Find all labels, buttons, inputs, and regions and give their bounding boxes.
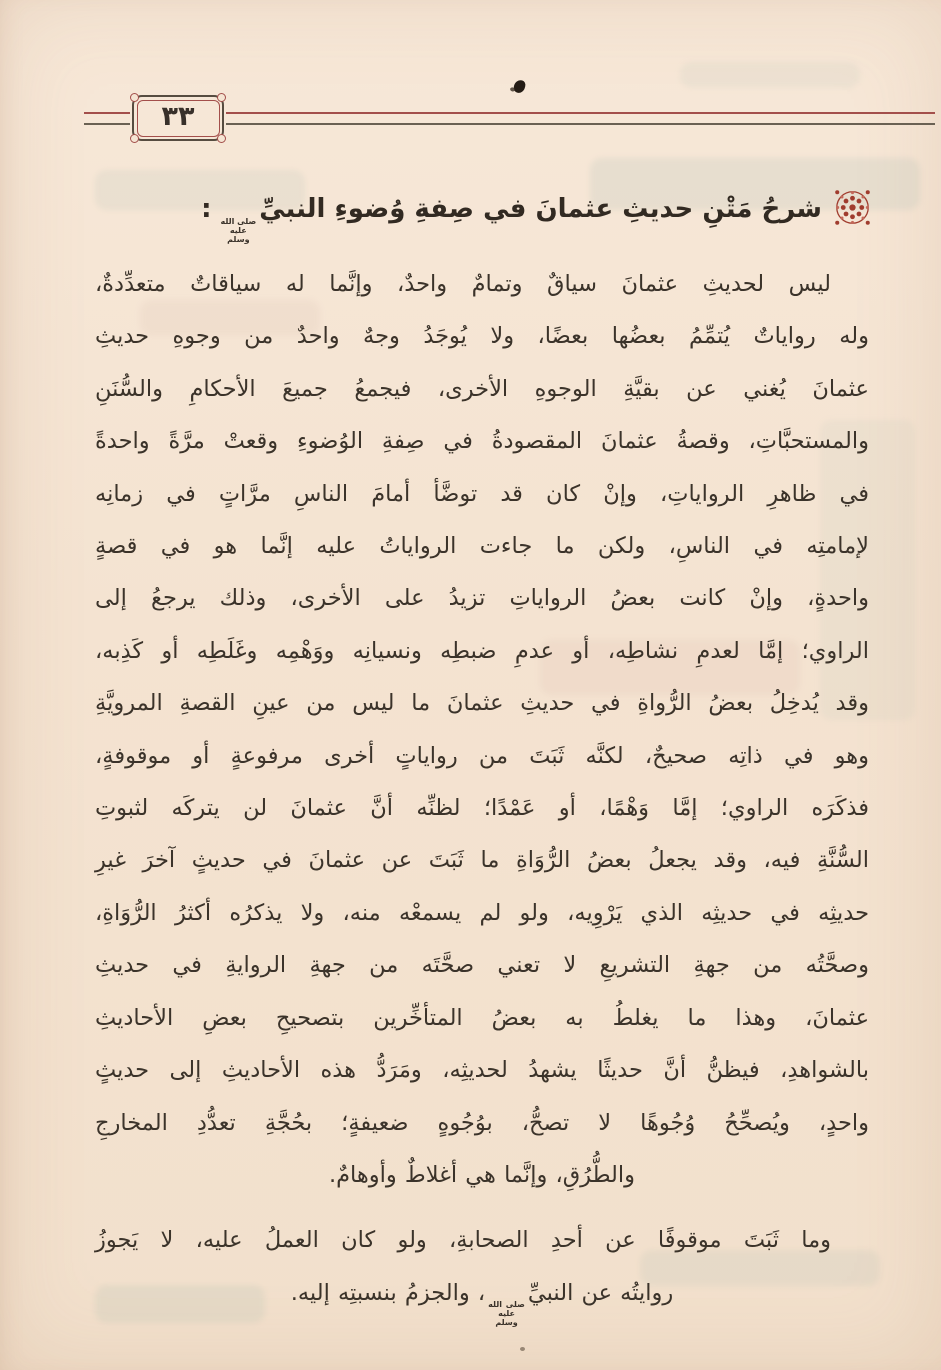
- body-line-segment: روايتُه عن النبيِّ: [527, 1279, 674, 1306]
- rosette-icon: [834, 189, 871, 226]
- header-rule-right: [226, 112, 935, 125]
- box-corner-ornament: [217, 134, 226, 143]
- body-line: عثمانَ، وهذا ما يغلطُ به بعضُ المتأخِّرين بتصحيحِ بعضِ الأحاديثِ: [95, 1004, 869, 1031]
- body-line: حديثِه في حديثِه الذي يَرْوِيه، ولو لم يسمعْه منه، ولا يذكرُه أكثرُ الرُّوَاةِ،: [95, 899, 869, 926]
- body-line: وما ثَبَتَ موقوفًا عن أحدِ الصحابةِ، ولو كان العملُ عليه، لا يَجوزُ: [95, 1227, 831, 1254]
- honorific-saw-icon: [488, 1300, 525, 1327]
- body-line: واحدةٍ، وإنْ كانت بعضُ الرواياتِ تزيدُ على الأخرى، وذلك يرجعُ إلى: [95, 585, 869, 612]
- ink-spot: [513, 79, 527, 94]
- body-text: [95, 258, 869, 1327]
- box-corner-ornament: [217, 93, 226, 102]
- honorific-line: وسلم: [495, 1317, 518, 1327]
- body-line: وله رواياتٌ يُتمِّمُ بعضُها بعضًا، ولا يُوجَدُ وجهٌ واحدٌ من وجوهِ حديثِ: [95, 323, 869, 350]
- closing-paragraph: [95, 1214, 869, 1326]
- body-line: [95, 1267, 869, 1327]
- body-line: واحدٍ، ويُصحِّحُ وُجُوهًا لا تصحُّ، بوُجُوهٍ ضعيفةٍ؛ بحُجَّةِ تعدُّدِ المخارجِ: [95, 1109, 869, 1136]
- honorific-line: عليه: [229, 226, 247, 235]
- box-corner-ornament: [130, 134, 139, 143]
- header-rule-left: [84, 112, 130, 125]
- body-line-segment: ، والجزمُ بنسبتِه إليه.: [290, 1279, 486, 1306]
- page-number-frame: [137, 100, 220, 137]
- heading-text: شرحُ مَتْنِ حديثِ عثمانَ في صِفةِ وُضوءِ النبيِّ: [259, 194, 822, 224]
- body-line: ليس لحديثِ عثمانَ سياقٌ وتمامٌ واحدٌ، وإنَّما له سياقاتٌ متعدِّدةٌ،: [95, 271, 831, 297]
- box-corner-ornament: [130, 93, 139, 102]
- body-line: وقد يُدخِلُ بعضُ الرُّواةِ في حديثِ عثمانَ ما ليس من عينِ القصةِ المرويَّةِ: [95, 690, 869, 717]
- bleed-through-ghost: [680, 62, 860, 88]
- honorific-line: صلى الله: [488, 1299, 525, 1309]
- honorific-saw-icon: [220, 217, 256, 244]
- page-number: ٣٣: [161, 101, 195, 132]
- honorific-line: عليه: [498, 1308, 515, 1318]
- body-line: وصحَّتُه من جهةِ التشريعِ لا تعني صحَّتَه من جهةِ الروايةِ في حديثِ: [95, 952, 869, 979]
- body-line: وهو في ذاتِه صحيحٌ، لكنَّه ثَبَتَ من رواياتٍ أخرى مرفوعةٍ أو موقوفةٍ،: [95, 742, 869, 769]
- body-line: الراوي؛ إمَّا لعدمِ نشاطِه، أو عدمِ ضبطِه ونسيانِه ووَهْمِه وغَلَطِه أو كَذِبه،: [95, 637, 869, 664]
- page-header: [84, 94, 935, 142]
- body-line: بالشواهدِ، فيظنُّ أنَّ حديثًا يشهدُ لحديثِه، ومَرَدُّ هذه الأحاديثِ إلى حديثٍ: [95, 1057, 869, 1084]
- honorific-line: صلى الله: [220, 217, 257, 226]
- body-line: والطُّرُقِ، وإنَّما هي أغلاطٌ وأوهامٌ.: [328, 1161, 636, 1188]
- page-number-box: [132, 95, 224, 141]
- body-line: عثمانَ يُغني عن بقيَّةِ الوجوهِ الأخرى، فيجمعُ جميعَ الأحكامِ والسُّنَنِ: [95, 375, 869, 402]
- body-line: في ظاهرِ الرواياتِ، وإنْ كان قد توضَّأ أمامَ الناسِ مرَّاتٍ في زمانِه: [95, 480, 869, 507]
- section-heading: [95, 180, 871, 244]
- body-line: فذكَرَه الراوي؛ إمَّا وَهْمًا، أو عَمْدًا؛ لظنِّه أنَّ عثمانَ لن يتركَه لثبوتِ: [95, 795, 869, 822]
- ink-speck: [520, 1347, 525, 1351]
- body-line: السُّنَّةِ فيه، وقد يجعلُ بعضُ الرُّوَاةِ ما ثَبَتَ عن عثمانَ في حديثٍ آخرَ غيرِ: [95, 847, 869, 874]
- body-line: والمستحبَّاتِ، وقصةُ عثمانَ المقصودةُ في صِفةِ الوُضوءِ وقعتْ مرَّةً واحدةً: [95, 428, 869, 455]
- body-line: لإمامتِه في الناسِ، ولكن ما جاءت الرواياتُ عليه إنَّما هو في قصةٍ: [95, 533, 869, 560]
- honorific-line: وسلم: [227, 235, 250, 244]
- heading-colon: :: [201, 194, 212, 224]
